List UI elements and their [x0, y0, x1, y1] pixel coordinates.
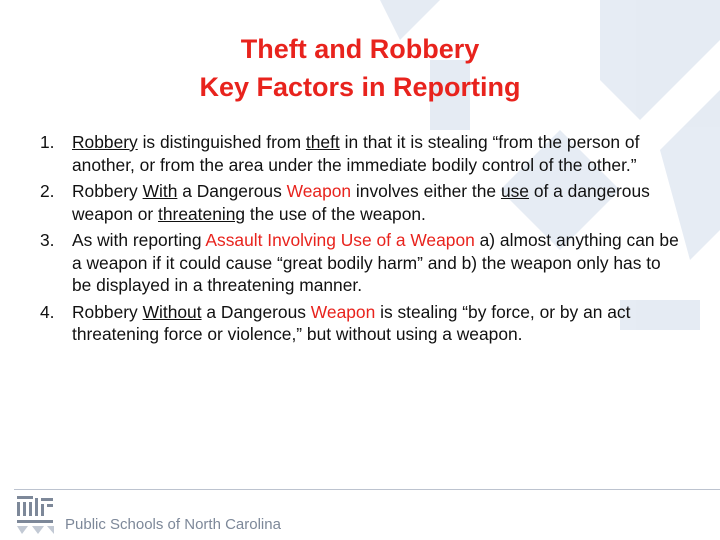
list-text-run: use — [500, 181, 529, 201]
list-text-run: With — [142, 181, 178, 201]
list-text — [72, 180, 680, 225]
list-text-run: a Dangerous — [177, 181, 287, 201]
list-text-run: Weapon — [286, 181, 352, 201]
list-text-run: theft — [305, 132, 340, 152]
list-text-run: Without — [142, 301, 202, 322]
list-text-run: Assault Involving Use of a Weapon — [205, 230, 475, 250]
list-text-run: the use of the weapon. — [245, 203, 426, 224]
list-text — [72, 301, 680, 346]
list-number: 2. — [40, 181, 55, 201]
list-text-run: As with reporting — [72, 230, 206, 250]
list-text-run: a) almost anything can be a weapon if it could cause “great bodily harm” and b) the weapon only has to be displayed in a threatening manner. — [72, 230, 679, 295]
title-line-2: Key Factors in Reporting — [199, 72, 521, 102]
list-number: 4. — [40, 301, 55, 322]
list-text-run: Robbery — [72, 301, 143, 322]
list-item — [40, 180, 680, 225]
list-text-run: in that it is stealing “from the person of another, or from the area under the immediate bodily control of the other.” — [72, 132, 640, 175]
factor-list — [40, 131, 680, 350]
list-text-run: Robbery — [72, 181, 143, 201]
list-number: 3. — [40, 230, 55, 250]
list-text-run: a Dangerous — [201, 301, 311, 322]
list-text-run: is stealing “by force, or by an act threatening force or violence,” but without using a weapon. — [72, 301, 631, 344]
list-text-run: of a dangerous weapon or — [72, 181, 650, 224]
list-number: 1. — [40, 132, 55, 152]
footer-divider — [14, 489, 720, 490]
organization-name: Public Schools of North Carolina — [65, 516, 281, 533]
list-text-run: is distinguished from — [137, 132, 306, 152]
list-text — [72, 131, 680, 176]
list-text-run: involves either the — [351, 181, 501, 201]
list-item — [40, 131, 680, 176]
slide-title — [0, 30, 720, 106]
title-line-1: Theft and Robbery — [240, 34, 480, 64]
list-text — [72, 229, 680, 297]
list-text-run: Robbery — [72, 132, 138, 152]
list-text-run: Weapon — [310, 301, 376, 322]
list-text-run: threatening — [158, 203, 246, 224]
nc-dpi-logo-icon — [14, 494, 58, 536]
list-item — [40, 229, 680, 297]
list-item — [40, 301, 680, 346]
